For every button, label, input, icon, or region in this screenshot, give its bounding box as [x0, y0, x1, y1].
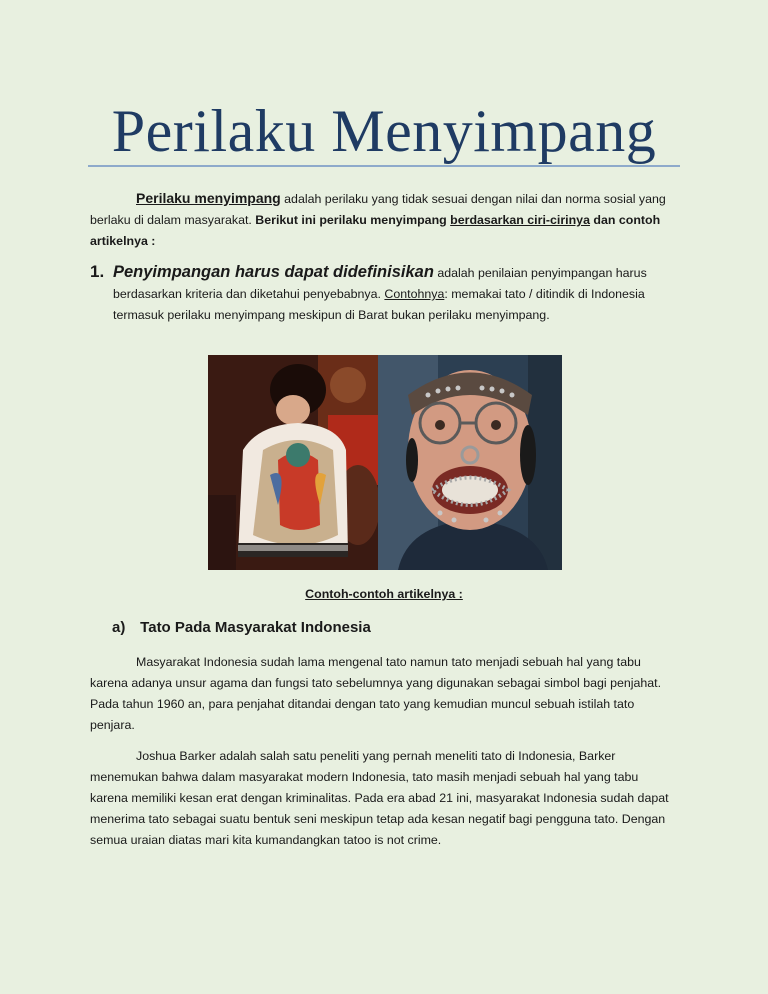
intro-text-2: Berikut ini perilaku menyimpang — [255, 213, 451, 227]
section-a-paragraph-2 — [90, 746, 675, 851]
title-underline — [88, 165, 680, 167]
intro-link: berdasarkan ciri-cirinya — [450, 213, 590, 227]
tattoo-back-photo — [208, 355, 378, 570]
section-a-label: a) — [112, 619, 126, 636]
section-a-paragraph-1 — [90, 652, 675, 736]
intro-paragraph — [90, 188, 675, 252]
list-item-1 — [90, 260, 660, 326]
section-a-title: Tato Pada Masyarakat Indonesia — [140, 619, 371, 636]
intro-term: Perilaku menyimpang — [136, 190, 281, 206]
pierced-face-photo — [378, 355, 562, 570]
list-item-1-example-label: Contohnya — [384, 287, 445, 301]
section-a-paragraph-1-text: Masyarakat Indonesia sudah lama mengenal tato namun tato menjadi sebuah hal yang tabu karena adanya unsur agama dan fungsi tato sebelumnya yang digunakan sebagai simbol bagi penjahat. Pada tahun 1960 an, para penjahat ditandai dengan tato yang kemudian muncul sebuah istilah tato penjara. — [90, 655, 662, 732]
list-item-1-number: 1. — [90, 262, 105, 281]
image-caption: Contoh-contoh artikelnya : — [305, 587, 463, 601]
page-title: Perilaku Menyimpang — [111, 98, 657, 164]
list-item-1-text-2: : memakai tato / ditindik di Indonesia termasuk perilaku menyimpang meskipun di Barat bukan perilaku menyimpang. — [113, 287, 645, 322]
section-a-paragraph-2-text: Joshua Barker adalah salah satu peneliti yang pernah meneliti tato di Indonesia, Barker menemukan bahwa dalam masyarakat modern Indonesia, tato masih menjadi sebuah hal yang tabu karena memiliki kesan erat dengan kriminalitas. Pada era abad 21 ini, masyarakat Indonesia sudah dapat menerima tato sebagai suatu bentuk seni meskipun tetap ada kesan negatif bagi pengguna tato. Dengan semua uraian diatas mari kita kumandangkan tatoo is not crime. — [90, 749, 669, 847]
intro-text-1: adalah perilaku yang tidak sesuai dengan nilai dan norma sosial yang berlaku di dalam masyarakat. — [90, 192, 666, 227]
intro-text-3: dan contoh artikelnya : — [90, 213, 661, 248]
list-item-1-heading: Penyimpangan harus dapat didefinisikan — [113, 263, 434, 281]
section-a-heading — [112, 616, 371, 640]
list-item-1-text-1: adalah penilaian penyimpangan harus berdasarkan kriteria dan diketahui penyebabnya. — [113, 266, 647, 301]
